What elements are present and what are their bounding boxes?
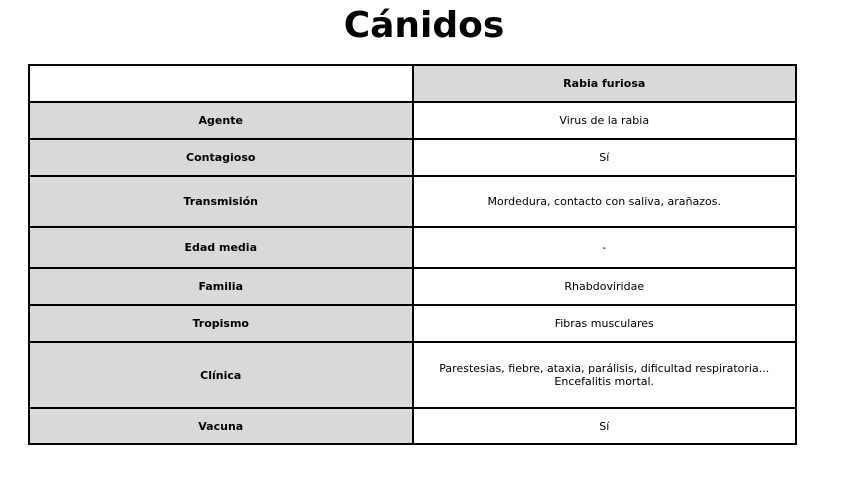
row-label-familia: Familia (29, 268, 413, 305)
row-value-familia: Rhabdoviridae (413, 268, 797, 305)
row-value-vacuna: Sí (413, 408, 797, 444)
row-value-tropismo: Fibras musculares (413, 305, 797, 342)
info-table (28, 64, 797, 445)
column-header-rabia-furiosa: Rabia furiosa (413, 65, 797, 102)
row-label-edad-media: Edad media (29, 227, 413, 268)
row-label-tropismo: Tropismo (29, 305, 413, 342)
table-row (29, 305, 796, 342)
row-value-transmision: Mordedura, contacto con saliva, arañazos. (413, 176, 797, 227)
row-label-agente: Agente (29, 102, 413, 139)
row-value-edad-media: - (413, 227, 797, 268)
page-title: Cánidos (343, 5, 505, 46)
table-row (29, 139, 796, 176)
table-row (29, 268, 796, 305)
row-label-contagioso: Contagioso (29, 139, 413, 176)
row-value-contagioso: Sí (413, 139, 797, 176)
table-row (29, 102, 796, 139)
row-value-agente: Virus de la rabia (413, 102, 797, 139)
table-corner-cell (29, 65, 413, 102)
row-label-vacuna: Vacuna (29, 408, 413, 444)
table-row (29, 408, 796, 444)
row-label-clinica: Clínica (29, 342, 413, 408)
table-header-row (29, 65, 796, 102)
table-row (29, 176, 796, 227)
row-label-transmision: Transmisión (29, 176, 413, 227)
table-row (29, 342, 796, 408)
row-value-clinica: Parestesias, fiebre, ataxia, parálisis, dificultad respiratoria... Encefalitis mortal. (413, 342, 797, 408)
table-row (29, 227, 796, 268)
